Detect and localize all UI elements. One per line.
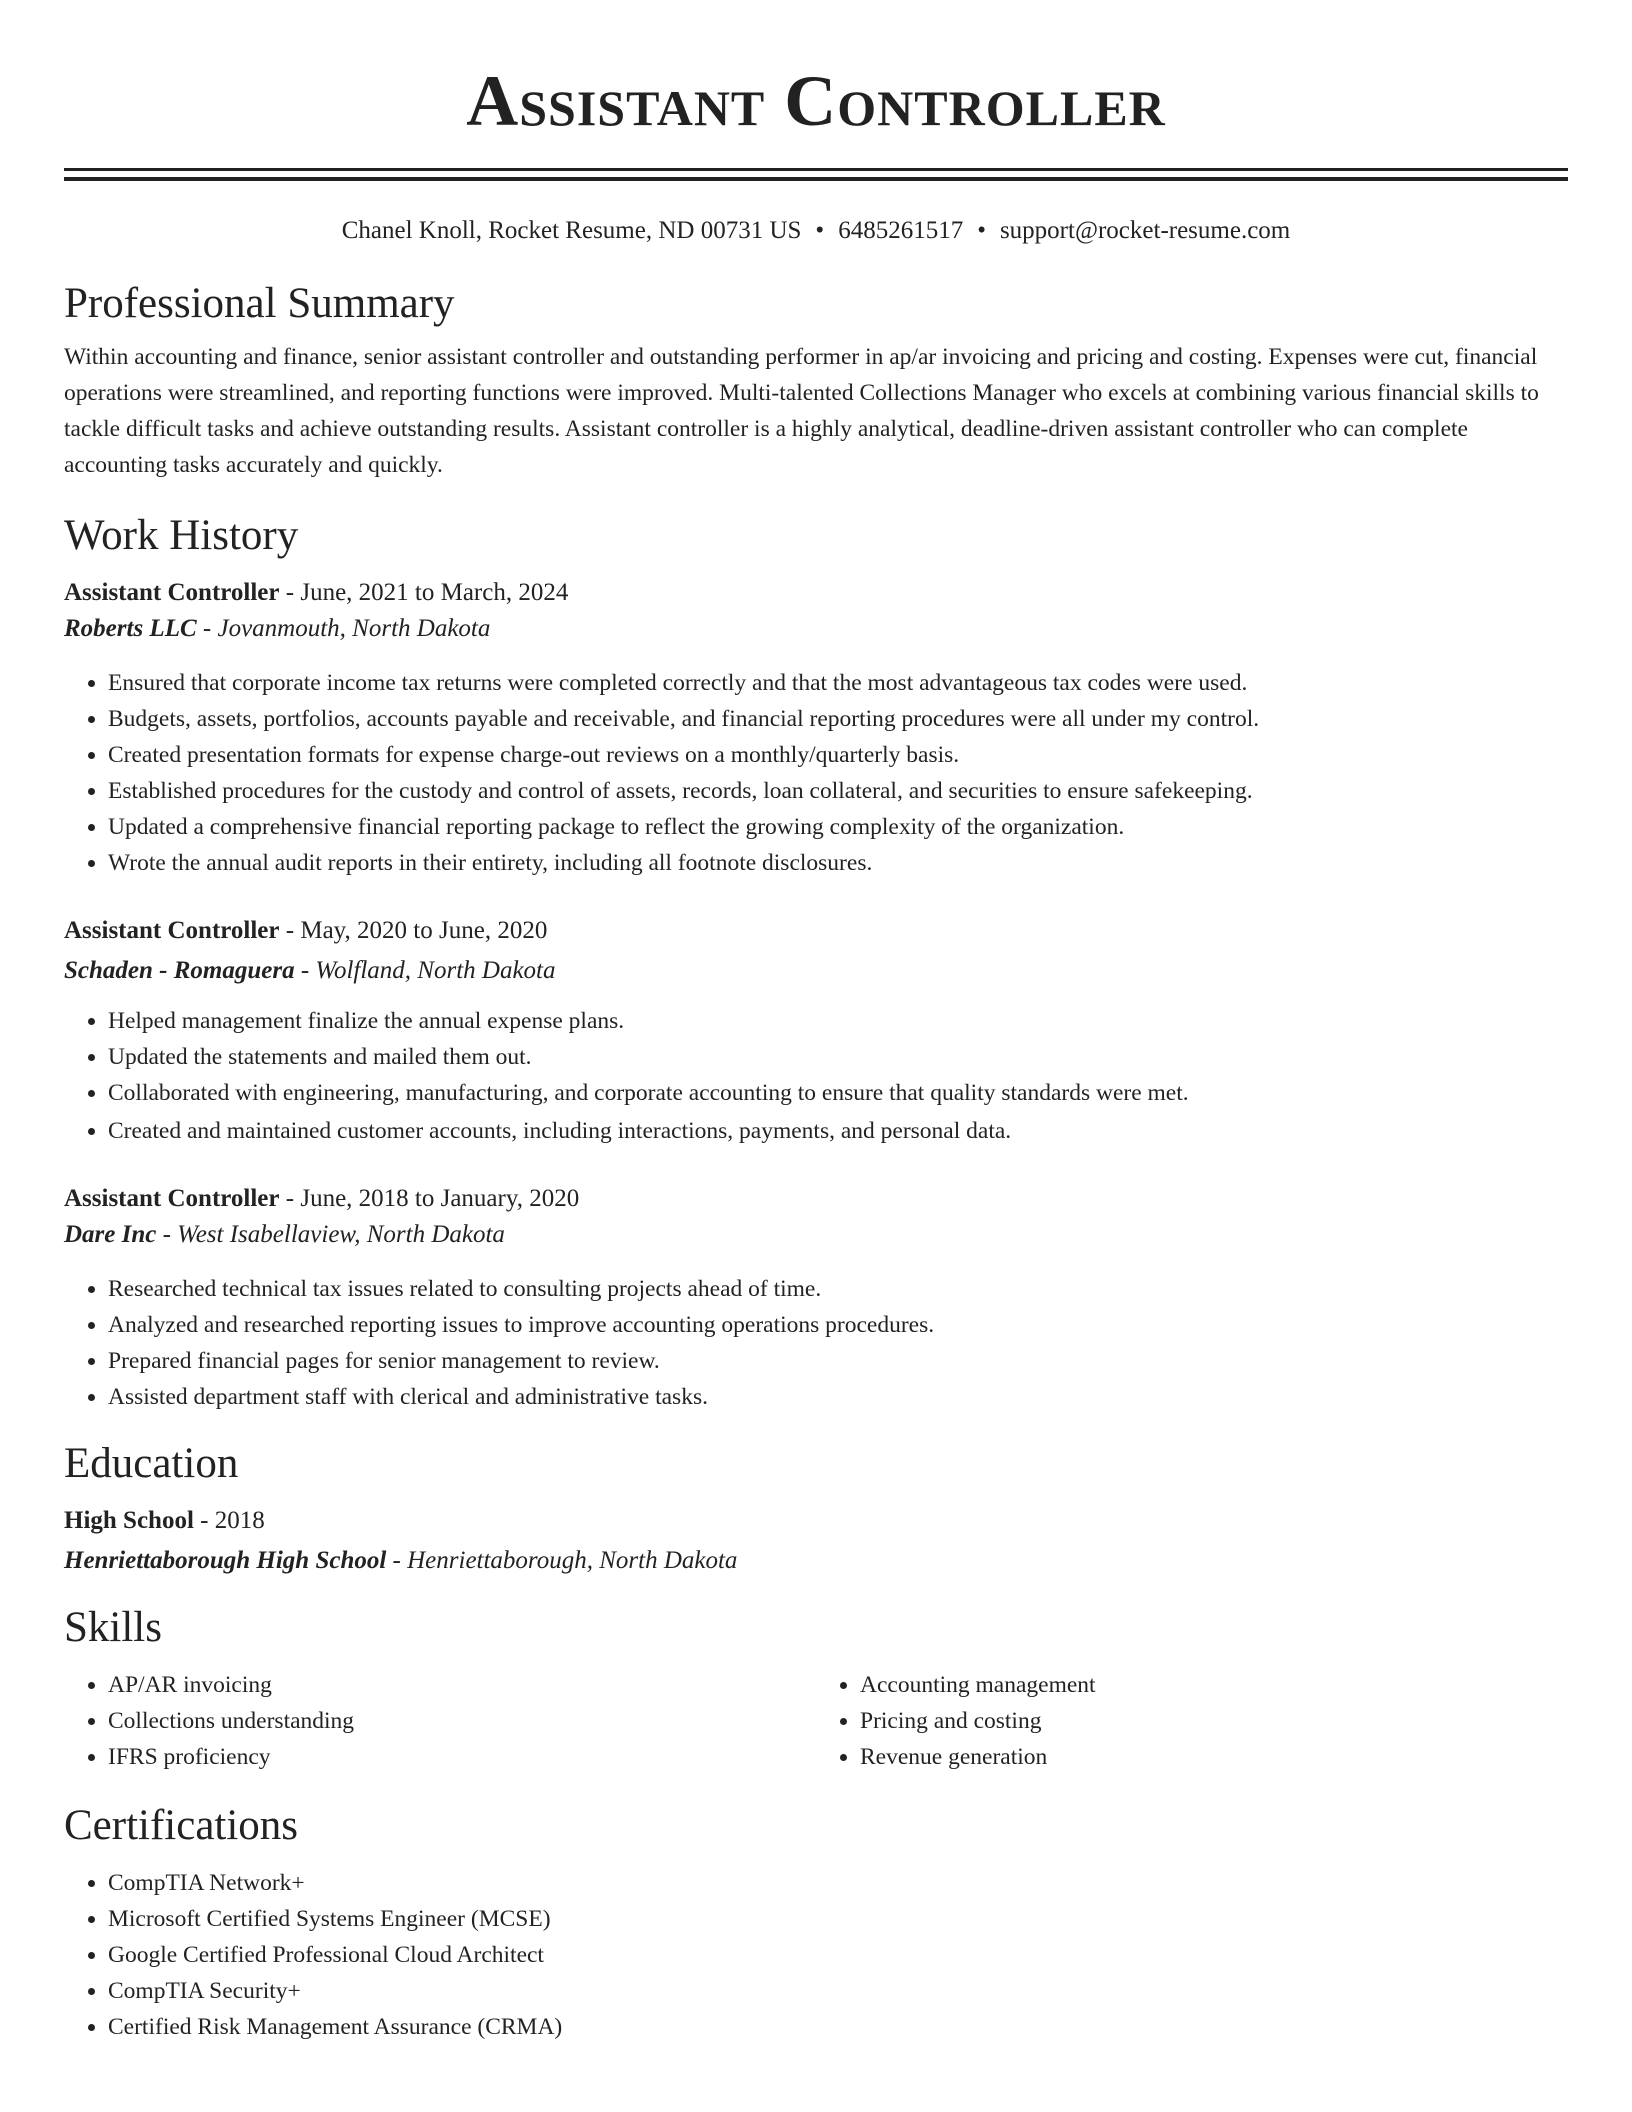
contact-phone: 6485261517	[838, 217, 964, 244]
job-entry	[64, 913, 1568, 1149]
certification-item: • CompTIA Network+	[108, 1865, 1568, 1901]
job-location: - West Isabellaview, North Dakota	[156, 1221, 505, 1248]
contact-line	[64, 215, 1568, 247]
job-company: Schaden - Romaguera	[64, 957, 295, 984]
contact-address: Chanel Knoll, Rocket Resume, ND 00731 US	[341, 217, 802, 244]
education-school-line	[64, 1543, 1568, 1579]
list-item: • Updated a comprehensive financial reporting package to reflect the growing complexity of the organization.	[108, 809, 1568, 845]
education-year: - 2018	[193, 1507, 265, 1534]
job-title: Assistant Controller	[64, 1185, 280, 1212]
certification-item: • CompTIA Security+	[108, 1973, 1568, 2009]
job-title-line	[64, 913, 1568, 949]
skill-item: • IFRS proficiency	[108, 1739, 816, 1775]
list-item: • Assisted department staff with clerical and administrative tasks.	[108, 1379, 1568, 1415]
job-location: - Wolfland, North Dakota	[294, 957, 556, 984]
list-item: • Researched technical tax issues related to consulting projects ahead of time.	[108, 1271, 1568, 1307]
list-item: • Updated the statements and mailed them out.	[108, 1039, 1568, 1075]
job-dates: - June, 2018 to January, 2020	[279, 1185, 580, 1212]
skill-item: • Revenue generation	[860, 1739, 1568, 1775]
list-item: • Helped management finalize the annual expense plans.	[108, 1003, 1568, 1039]
job-dates: - June, 2021 to March, 2024	[279, 579, 569, 606]
list-item: • Created and maintained customer accounts, including interactions, payments, and personal data.	[108, 1113, 1568, 1149]
title-divider-bottom	[64, 177, 1568, 181]
education-school: Henriettaborough High School	[64, 1547, 387, 1574]
job-location: - Jovanmouth, North Dakota	[196, 615, 491, 642]
skills-column-left	[64, 1667, 816, 1775]
job-bullets	[64, 1003, 1568, 1149]
job-company: Dare Inc	[64, 1221, 157, 1248]
section-heading-skills: Skills	[64, 1604, 162, 1651]
job-entry	[64, 575, 1568, 881]
job-title: Assistant Controller	[64, 917, 280, 944]
contact-separator: •	[977, 217, 986, 244]
job-bullets	[64, 1271, 1568, 1415]
job-company: Roberts LLC	[64, 615, 197, 642]
section-heading-work-history: Work History	[64, 512, 299, 559]
certifications-list	[64, 1865, 1568, 2045]
resume-title: Assistant Controller	[466, 61, 1166, 141]
list-item: • Ensured that corporate income tax returns were completed correctly and that the most advantageous tax codes were used.	[108, 665, 1568, 701]
skills-list	[64, 1667, 1568, 1775]
list-item: • Collaborated with engineering, manufacturing, and corporate accounting to ensure that quality standards were met.	[108, 1075, 1568, 1111]
skill-item: • Collections understanding	[108, 1703, 816, 1739]
job-dates: - May, 2020 to June, 2020	[279, 917, 548, 944]
certification-item: • Certified Risk Management Assurance (CRMA)	[108, 2009, 1568, 2045]
contact-separator: •	[815, 217, 825, 244]
job-company-line	[64, 1217, 1568, 1253]
skill-item: • Pricing and costing	[860, 1703, 1568, 1739]
list-item: • Budgets, assets, portfolios, accounts payable and receivable, and financial reporting procedures were all under my control.	[108, 701, 1568, 737]
section-heading-certifications: Certifications	[64, 1802, 299, 1849]
summary-text: Within accounting and finance, senior assistant controller and outstanding performer in ap/ar invoicing and pricing and costing. Expenses were cut, financial operations were streamlined, and reporting functions were improved. Multi-talented Collections Manager who excels at combining various financial skills to tackle difficult tasks and achieve outstanding results. Assistant controller is a highly analytical, deadline-driven assistant controller who can complete accounting tasks accurately and quickly.	[64, 344, 1539, 478]
job-bullets	[64, 665, 1568, 881]
certification-item: • Microsoft Certified Systems Engineer (MCSE)	[108, 1901, 1568, 1937]
education-degree: High School	[64, 1507, 194, 1534]
job-company-line	[64, 611, 1568, 647]
section-heading-summary: Professional Summary	[64, 280, 455, 327]
job-title-line	[64, 575, 1568, 611]
contact-email: support@rocket-resume.com	[999, 217, 1291, 244]
education-location: - Henriettaborough, North Dakota	[386, 1547, 738, 1574]
job-title-line	[64, 1181, 1568, 1217]
list-item: • Created presentation formats for expense charge-out reviews on a monthly/quarterly basis.	[108, 737, 1568, 773]
skill-item: • Accounting management	[860, 1667, 1568, 1703]
certification-item: • Google Certified Professional Cloud Architect	[108, 1937, 1568, 1973]
list-item: • Established procedures for the custody and control of assets, records, loan collateral, and securities to ensure safekeeping.	[108, 773, 1568, 809]
section-heading-education: Education	[64, 1440, 239, 1487]
job-title: Assistant Controller	[64, 579, 280, 606]
education-entry	[64, 1503, 1568, 1579]
education-degree-line	[64, 1503, 1568, 1539]
job-entry	[64, 1181, 1568, 1415]
title-divider-top	[64, 168, 1568, 171]
list-item: • Analyzed and researched reporting issues to improve accounting operations procedures.	[108, 1307, 1568, 1343]
job-company-line	[64, 953, 1568, 989]
skills-column-right	[816, 1667, 1568, 1775]
list-item: • Prepared financial pages for senior management to review.	[108, 1343, 1568, 1379]
skill-item: • AP/AR invoicing	[108, 1667, 816, 1703]
list-item: • Wrote the annual audit reports in their entirety, including all footnote disclosures.	[108, 845, 1568, 881]
